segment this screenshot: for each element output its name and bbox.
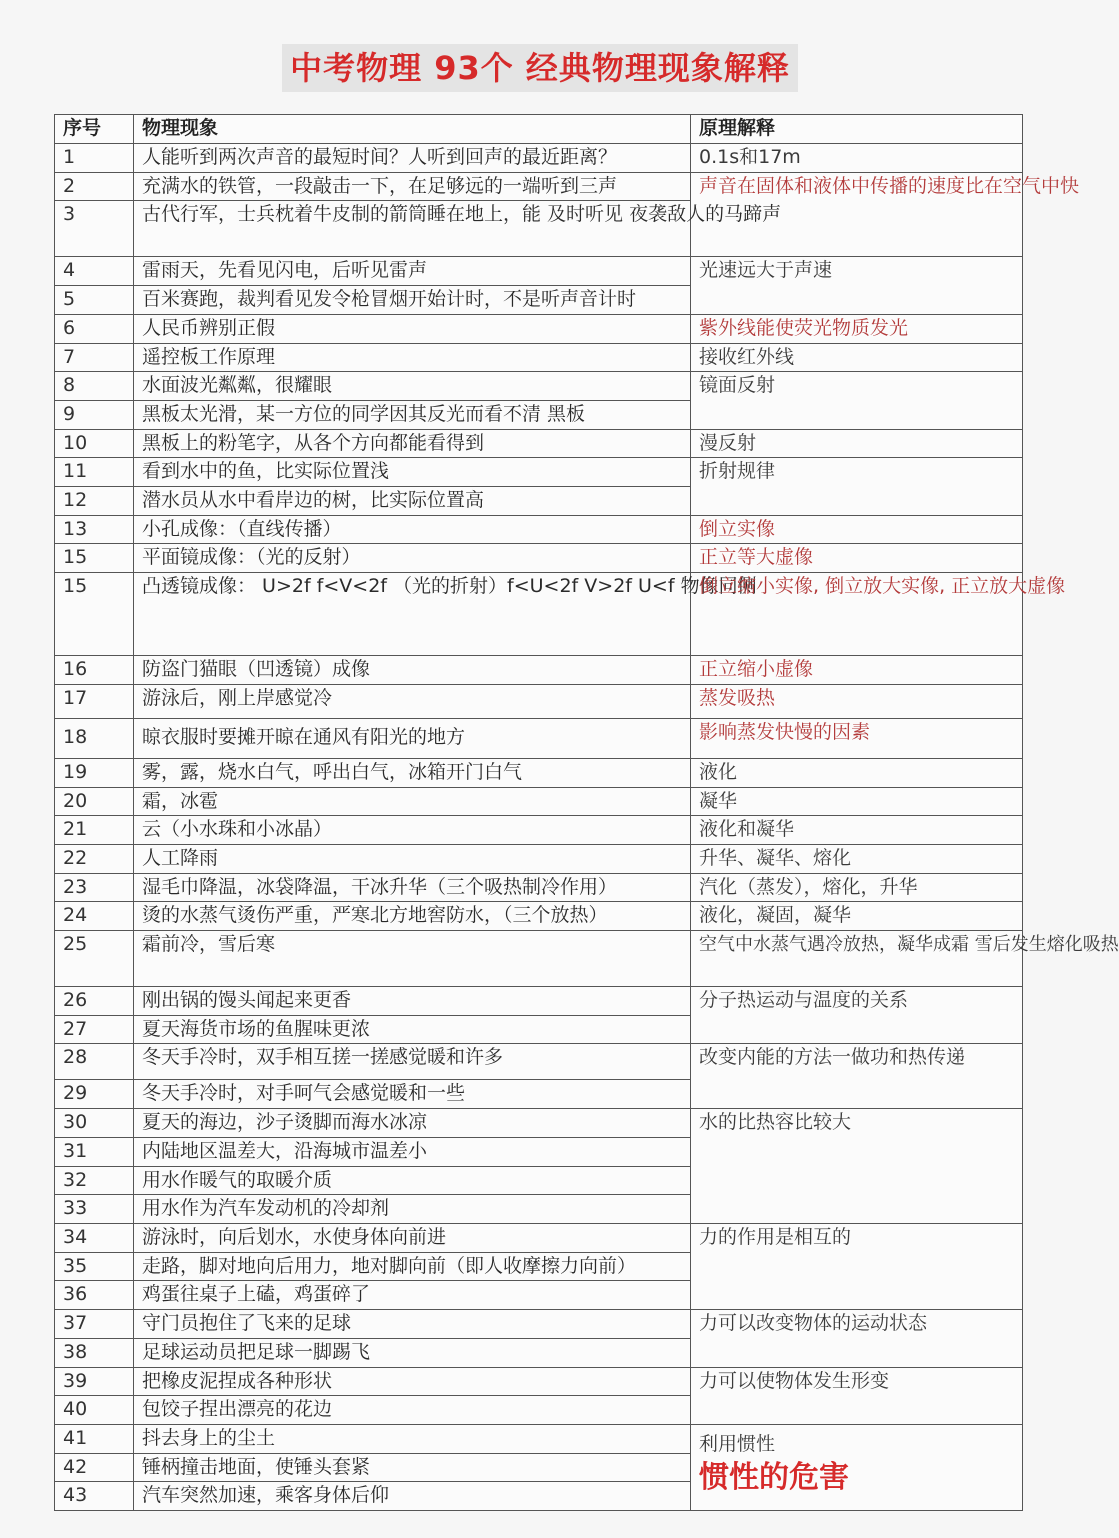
header-no: 序号 [55,115,134,144]
table-row [55,1424,1023,1453]
row-phenomenon: 刚出锅的馒头闻起来更香 [134,987,691,1016]
table-row [55,172,1023,201]
row-number: 26 [55,987,134,1016]
row-number: 15 [55,544,134,573]
table-row [55,684,1023,718]
row-explanation: 声音在固体和液体中传播的速度比在空气中快 [691,172,1023,257]
row-number: 37 [55,1310,134,1339]
phenomena-table [54,114,1119,1511]
row-phenomenon: 内陆地区温差大，沿海城市温差小 [134,1137,691,1166]
row-phenomenon: 汽车突然加速，乘客身体后仰 [134,1482,691,1511]
row-number: 36 [55,1281,134,1310]
row-number: 24 [55,902,134,931]
table-row [55,656,1023,685]
row-explanation: 汽化（蒸发），熔化，升华 [691,873,1023,902]
row-number: 13 [55,515,134,544]
row-number: 42 [55,1453,134,1482]
row-explanation: 分子热运动与温度的关系 [691,987,1023,1044]
row-number: 21 [55,816,134,845]
row-phenomenon: 用水作暖气的取暖介质 [134,1166,691,1195]
row-phenomenon: 雾，露，烧水白气，呼出白气，冰箱开门白气 [134,758,691,787]
explanation-use-inertia: 利用惯性 [699,1432,776,1455]
row-number: 10 [55,429,134,458]
row-number: 32 [55,1166,134,1195]
row-phenomenon: 凸透镜成像： U>2f f<V<2f （光的折射）f<U<2f V>2f U<f 物像同侧 [134,573,691,656]
row-explanation: 力可以使物体发生形变 [691,1367,1023,1424]
row-number: 11 [55,458,134,487]
row-phenomenon: 游泳时，向后划水，水使身体向前进 [134,1223,691,1252]
row-number: 18 [55,718,134,758]
row-number: 1 [55,144,134,173]
row-number: 29 [55,1080,134,1109]
row-explanation: 液化，凝固，凝华 [691,902,1023,931]
row-explanation: 折射规律 [691,458,1023,515]
row-phenomenon: 走路，脚对地向后用力，地对脚向前（即人收摩擦力向前） [134,1252,691,1281]
row-explanation: 正立等大虚像 [691,544,1023,573]
row-phenomenon: 霜，冰雹 [134,787,691,816]
row-phenomenon: 云（小水珠和小冰晶） [134,816,691,845]
table-row [55,1109,1023,1138]
row-explanation: 改变内能的方法一做功和热传递 [691,1044,1023,1109]
row-explanation: 影响蒸发快慢的因素 [691,718,1023,758]
row-number: 15 [55,573,134,656]
row-number: 22 [55,844,134,873]
header-explanation: 原理解释 [691,115,1023,144]
row-phenomenon: 充满水的铁管，一段敲击一下，在足够远的一端听到三声 [134,172,691,201]
row-number: 9 [55,400,134,429]
table-row [55,1223,1023,1252]
header-phenomenon: 物理现象 [134,115,691,144]
row-explanation: 蒸发吸热 [691,684,1023,718]
table-row [55,873,1023,902]
row-number: 27 [55,1015,134,1044]
table-row [55,144,1023,173]
row-number: 43 [55,1482,134,1511]
row-phenomenon: 夏天的海边，沙子烫脚而海水冰凉 [134,1109,691,1138]
table-row [55,429,1023,458]
row-phenomenon: 用水作为汽车发动机的冷却剂 [134,1195,691,1224]
row-number: 2 [55,172,134,201]
row-phenomenon: 锤柄撞击地面，使锤头套紧 [134,1453,691,1482]
row-number: 41 [55,1424,134,1453]
row-explanation: 凝华 [691,787,1023,816]
row-number: 40 [55,1396,134,1425]
row-phenomenon: 小孔成像：（直线传播） [134,515,691,544]
row-phenomenon: 黑板上的粉笔字，从各个方向都能看得到 [134,429,691,458]
table-row [55,844,1023,873]
row-phenomenon: 守门员抱住了飞来的足球 [134,1310,691,1339]
table-row [55,787,1023,816]
row-number: 38 [55,1338,134,1367]
row-phenomenon: 古代行军，士兵枕着牛皮制的箭筒睡在地上，能 及时听见 夜袭敌人的马蹄声 [134,201,691,257]
row-number: 16 [55,656,134,685]
row-explanation: 0.1s和17m [691,144,1023,173]
row-phenomenon: 人能听到两次声音的最短时间？人听到回声的最近距离？ [134,144,691,173]
table-row [55,343,1023,372]
table-row [55,544,1023,573]
row-number: 5 [55,286,134,315]
row-phenomenon: 游泳后，刚上岸感觉冷 [134,684,691,718]
table-row [55,931,1023,987]
row-phenomenon: 足球运动员把足球一脚踢飞 [134,1338,691,1367]
row-phenomenon: 霜前冷，雪后寒 [134,931,691,987]
row-number: 3 [55,201,134,257]
row-phenomenon: 包饺子捏出漂亮的花边 [134,1396,691,1425]
row-phenomenon: 湿毛巾降温，冰袋降温，干冰升华（三个吸热制冷作用） [134,873,691,902]
row-explanation: 空气中水蒸气遇冷放热，凝华成霜 雪后发生熔化吸热 [691,931,1023,987]
table-row [55,1310,1023,1339]
table-row [55,458,1023,487]
row-explanation: 力可以改变物体的运动状态 [691,1310,1023,1367]
row-explanation: 正立缩小虚像 [691,656,1023,685]
row-explanation: 倒立缩小实像, 倒立放大实像, 正立放大虚像 [691,573,1023,656]
row-phenomenon: 夏天海货市场的鱼腥味更浓 [134,1015,691,1044]
row-phenomenon: 晾衣服时要摊开晾在通风有阳光的地方 [134,718,691,758]
table-row [55,257,1023,286]
row-number: 30 [55,1109,134,1138]
table-row [55,987,1023,1016]
explanation-inertia-danger: 惯性的危害 [699,1459,849,1495]
row-phenomenon: 烫的水蒸气烫伤严重，严寒北方地窖防水，（三个放热） [134,902,691,931]
row-phenomenon: 看到水中的鱼，比实际位置浅 [134,458,691,487]
table-row [55,816,1023,845]
row-number: 4 [55,257,134,286]
row-phenomenon: 雷雨天，先看见闪电，后听见雷声 [134,257,691,286]
row-number: 12 [55,487,134,516]
title-area [0,44,1080,92]
row-explanation: 倒立实像 [691,515,1023,544]
row-explanation: 光速远大于声速 [691,257,1023,314]
row-explanation: 镜面反射 [691,372,1023,429]
row-phenomenon: 人工降雨 [134,844,691,873]
row-number: 28 [55,1044,134,1080]
table-row [55,718,1023,758]
row-phenomenon: 鸡蛋往桌子上磕，鸡蛋碎了 [134,1281,691,1310]
table-row [55,902,1023,931]
row-phenomenon: 把橡皮泥捏成各种形状 [134,1367,691,1396]
table-row [55,314,1023,343]
row-number: 7 [55,343,134,372]
row-phenomenon: 抖去身上的尘土 [134,1424,691,1453]
row-number: 31 [55,1137,134,1166]
table-row [55,372,1023,401]
row-number: 35 [55,1252,134,1281]
row-number: 25 [55,931,134,987]
row-explanation: 升华、凝华、熔化 [691,844,1023,873]
row-explanation: 接收红外线 [691,343,1023,372]
table-row [55,1044,1023,1080]
table-row [55,515,1023,544]
row-phenomenon: 人民币辨别正假 [134,314,691,343]
row-phenomenon: 百米赛跑，裁判看见发令枪冒烟开始计时，不是听声音计时 [134,286,691,315]
page-title: 中考物理 93个 经典物理现象解释 [282,44,798,92]
row-number: 8 [55,372,134,401]
table-header-row [55,115,1023,144]
row-phenomenon: 水面波光粼粼，很耀眼 [134,372,691,401]
row-explanation: 紫外线能使荧光物质发光 [691,314,1023,343]
row-explanation: 液化和凝华 [691,816,1023,845]
row-number: 39 [55,1367,134,1396]
row-phenomenon: 黑板太光滑，某一方位的同学因其反光而看不清 黑板 [134,400,691,429]
row-number: 34 [55,1223,134,1252]
row-number: 20 [55,787,134,816]
table-row [55,573,1023,656]
row-number: 6 [55,314,134,343]
row-phenomenon: 遥控板工作原理 [134,343,691,372]
row-phenomenon: 平面镜成像：（光的反射） [134,544,691,573]
row-number: 23 [55,873,134,902]
row-number: 17 [55,684,134,718]
row-explanation: 液化 [691,758,1023,787]
row-explanation: 水的比热容比较大 [691,1109,1023,1224]
row-phenomenon: 冬天手冷时，对手呵气会感觉暖和一些 [134,1080,691,1109]
row-explanation: 漫反射 [691,429,1023,458]
row-number: 33 [55,1195,134,1224]
table-row [55,758,1023,787]
row-explanation-inertia [691,1424,1023,1510]
table-row [55,1367,1023,1396]
row-phenomenon: 冬天手冷时，双手相互搓一搓感觉暖和许多 [134,1044,691,1080]
row-phenomenon: 防盗门猫眼（凹透镜）成像 [134,656,691,685]
row-explanation: 力的作用是相互的 [691,1223,1023,1309]
row-number: 19 [55,758,134,787]
row-phenomenon: 潜水员从水中看岸边的树，比实际位置高 [134,487,691,516]
